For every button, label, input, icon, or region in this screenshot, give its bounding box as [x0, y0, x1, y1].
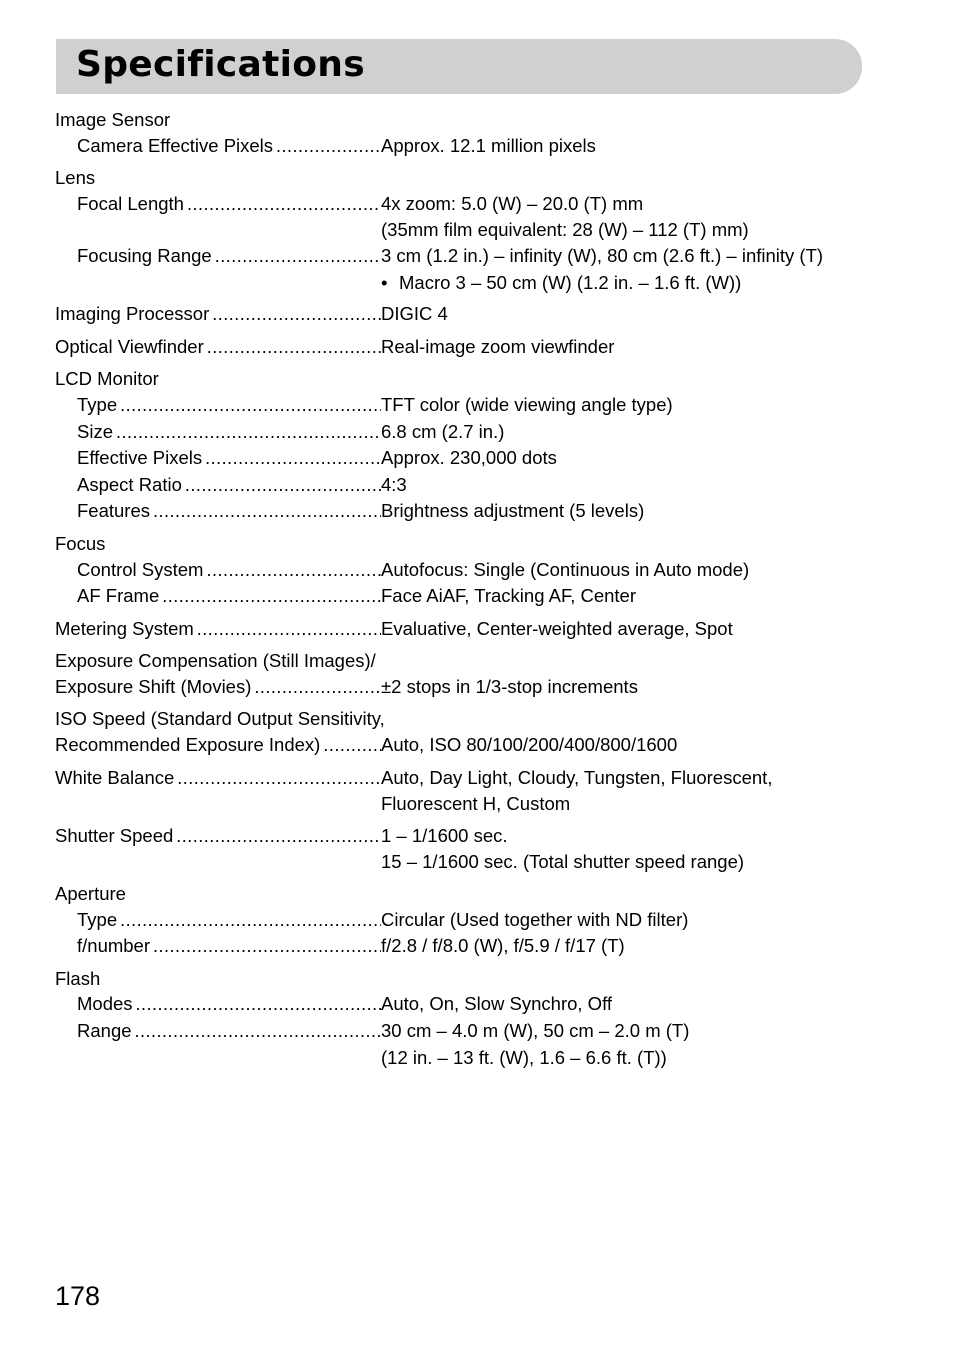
spec-value: Auto, Day Light, Cloudy, Tungsten, Fluorescent, [381, 766, 773, 788]
spec-value: Real-image zoom viewfinder [381, 335, 615, 357]
spec-label: Type [77, 393, 118, 415]
spec-label: Features [77, 500, 151, 522]
spec-row-continuation [55, 217, 875, 243]
dot-leader [185, 473, 381, 499]
dot-leader [212, 302, 381, 328]
dot-leader [120, 393, 381, 419]
spec-row [55, 334, 875, 361]
spec-value: 1 – 1/1600 sec. [381, 824, 508, 846]
dot-leader [205, 446, 381, 472]
dot-leader [215, 244, 381, 270]
spec-value: (35mm film equivalent: 28 (W) – 112 (T) mm) [381, 219, 749, 241]
dot-leader [120, 908, 381, 934]
spec-row [55, 557, 875, 584]
dot-leader [206, 558, 381, 584]
section-metering [55, 616, 875, 643]
spec-row-continuation [55, 791, 875, 817]
spec-label: Metering System [55, 617, 194, 639]
spec-value: Approx. 230,000 dots [381, 447, 557, 469]
spec-label: Optical Viewfinder [55, 335, 204, 357]
dot-leader [323, 733, 381, 759]
section-flash [55, 966, 875, 1070]
page-number: 178 [55, 1281, 101, 1311]
spec-value: Circular (Used together with ND filter) [381, 908, 689, 930]
spec-value: 4x zoom: 5.0 (W) – 20.0 (T) mm [381, 192, 644, 214]
spec-row [55, 133, 875, 160]
dot-leader [135, 1019, 381, 1045]
spec-value: 4:3 [381, 473, 407, 495]
bullet-icon: • [381, 271, 388, 293]
spec-value: Evaluative, Center-weighted average, Spot [381, 617, 733, 639]
dot-leader [116, 420, 381, 446]
spec-row-continuation [55, 270, 875, 296]
spec-list [55, 107, 875, 1076]
spec-row [55, 933, 875, 960]
section-heading: Flash [55, 967, 101, 989]
spec-label: Aspect Ratio [77, 473, 182, 495]
section-image-sensor [55, 107, 875, 159]
spec-row [55, 392, 875, 419]
dot-leader [276, 134, 381, 160]
section-lens [55, 165, 875, 295]
section-lcd-monitor [55, 366, 875, 525]
dot-leader [197, 617, 381, 643]
spec-row [55, 907, 875, 934]
spec-value: 3 cm (1.2 in.) – infinity (W), 80 cm (2.6 ft.) – infinity (T) [381, 244, 824, 266]
spec-row [55, 243, 875, 270]
spec-label: Recommended Exposure Index) [55, 734, 321, 756]
section-optical-viewfinder [55, 334, 875, 361]
spec-value: 15 – 1/1600 sec. (Total shutter speed range) [381, 851, 745, 873]
dot-leader [153, 934, 381, 960]
spec-value: DIGIC 4 [381, 303, 448, 325]
spec-label: Size [77, 420, 113, 442]
spec-label: Range [77, 1020, 132, 1041]
section-aperture [55, 881, 875, 960]
section-heading: Aperture [55, 883, 126, 905]
spec-row [55, 419, 875, 446]
page-title: Specifications [76, 44, 365, 85]
section-focus [55, 531, 875, 610]
section-iso [55, 706, 875, 758]
section-heading: Image Sensor [55, 109, 171, 130]
spec-label: Camera Effective Pixels [77, 134, 274, 156]
spec-value: Approx. 12.1 million pixels [381, 134, 596, 156]
spec-value: Face AiAF, Tracking AF, Center [381, 585, 636, 607]
spec-row [55, 1018, 875, 1045]
section-shutter [55, 823, 875, 875]
section-white-balance [55, 765, 875, 817]
section-heading: Exposure Compensation (Still Images)/ [55, 650, 376, 672]
dot-leader [177, 766, 381, 792]
dot-leader [207, 335, 381, 361]
spec-value: Brightness adjustment (5 levels) [381, 500, 645, 522]
spec-label: Imaging Processor [55, 303, 210, 325]
spec-row [55, 765, 875, 792]
dot-leader [254, 675, 381, 701]
spec-label: f/number [77, 935, 151, 957]
spec-label: White Balance [55, 766, 175, 788]
spec-row [55, 732, 875, 759]
spec-value: Auto, On, Slow Synchro, Off [381, 993, 613, 1015]
title-bar [56, 39, 862, 94]
spec-row [55, 583, 875, 610]
section-heading: ISO Speed (Standard Output Sensitivity, [55, 708, 385, 730]
spec-label: Control System [77, 558, 204, 580]
spec-row [55, 616, 875, 643]
spec-row [55, 991, 875, 1018]
section-imaging-processor [55, 301, 875, 328]
spec-value: Autofocus: Single (Continuous in Auto mode) [381, 558, 750, 580]
dot-leader [176, 824, 381, 850]
spec-value: Macro 3 – 50 cm (W) (1.2 in. – 1.6 ft. (W)) [399, 271, 742, 293]
section-exposure [55, 648, 875, 700]
spec-value: TFT color (wide viewing angle type) [381, 393, 673, 415]
spec-row-continuation [55, 1045, 875, 1071]
spec-value: ±2 stops in 1/3-stop increments [381, 675, 638, 697]
spec-value: Fluorescent H, Custom [381, 793, 571, 815]
spec-label: Effective Pixels [77, 447, 203, 469]
spec-label: Focusing Range [77, 244, 212, 266]
spec-row [55, 301, 875, 328]
spec-value: 30 cm – 4.0 m (W), 50 cm – 2.0 m (T) [381, 1020, 690, 1041]
section-heading: Lens [55, 167, 96, 189]
section-heading: LCD Monitor [55, 368, 159, 390]
spec-value: 6.8 cm (2.7 in.) [381, 420, 505, 442]
spec-value: (12 in. – 13 ft. (W), 1.6 – 6.6 ft. (T)) [381, 1046, 667, 1068]
spec-value: f/2.8 / f/8.0 (W), f/5.9 / f/17 (T) [381, 935, 625, 957]
spec-row [55, 191, 875, 218]
spec-value: Auto, ISO 80/100/200/400/800/1600 [381, 734, 678, 756]
dot-leader [162, 584, 381, 610]
spec-label: Shutter Speed [55, 824, 174, 846]
spec-label: Modes [77, 993, 133, 1015]
spec-label: Focal Length [77, 192, 184, 214]
spec-row [55, 674, 875, 701]
spec-label: Type [77, 908, 118, 930]
spec-row-continuation [55, 849, 875, 875]
dot-leader [153, 499, 381, 525]
dot-leader [136, 992, 381, 1018]
spec-row [55, 472, 875, 499]
spec-row [55, 498, 875, 525]
spec-row [55, 445, 875, 472]
dot-leader [187, 192, 381, 218]
section-heading: Focus [55, 532, 106, 554]
spec-row [55, 823, 875, 850]
spec-label: AF Frame [77, 585, 160, 607]
spec-label: Exposure Shift (Movies) [55, 675, 252, 697]
